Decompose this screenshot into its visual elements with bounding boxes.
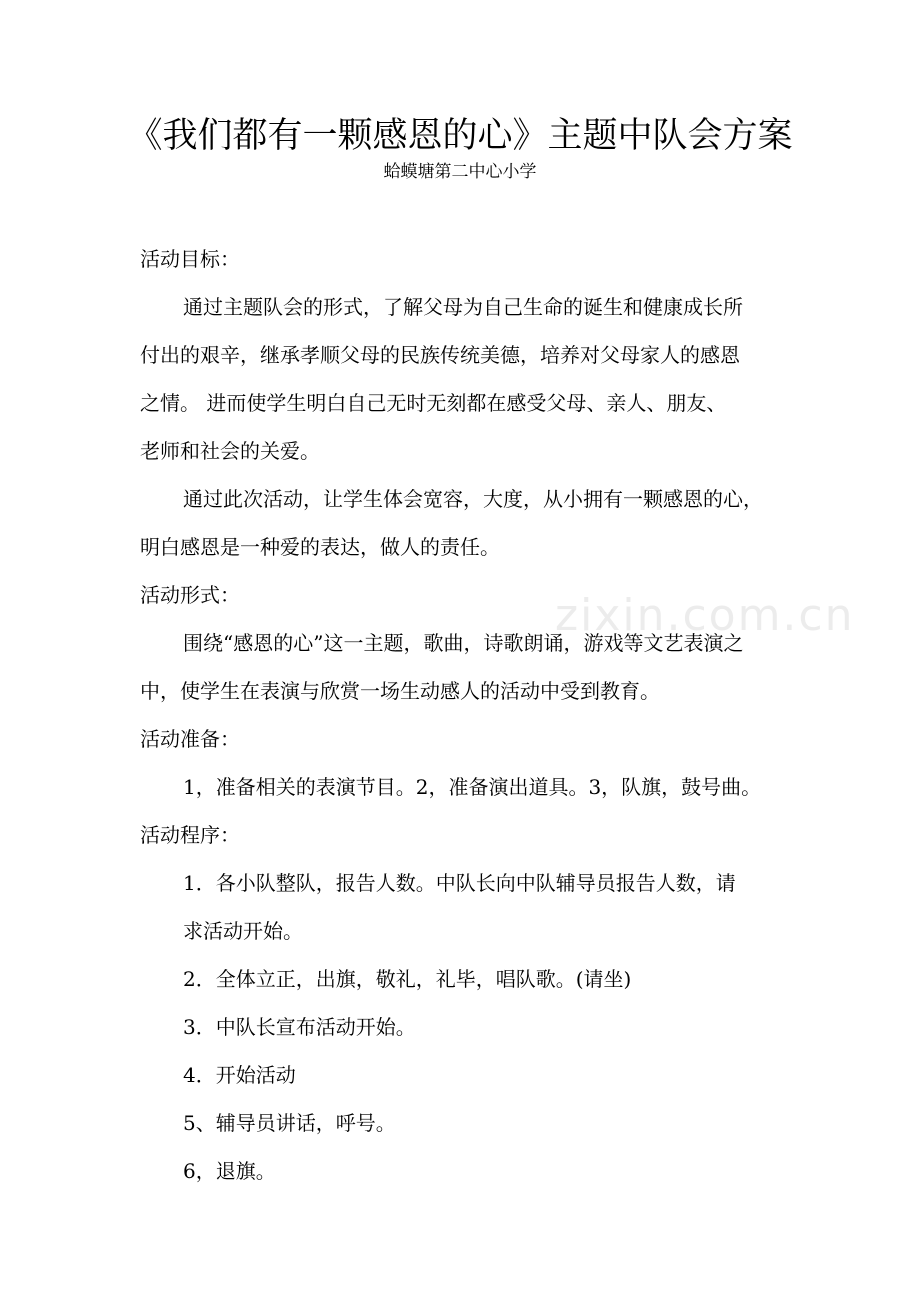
- list-item: 1．各小队整队，报告人数。中队长向中队辅导员报告人数，请: [183, 871, 736, 895]
- document-subtitle: 蛤蟆塘第二中心小学: [383, 162, 537, 182]
- paragraph-line: 付出的艰辛，继承孝顺父母的民族传统美德，培养对父母家人的感恩: [140, 343, 740, 367]
- paragraph-line: 1，准备相关的表演节目。2，准备演出道具。3，队旗，鼓号曲。: [183, 775, 762, 799]
- list-item: 4．开始活动: [183, 1063, 296, 1087]
- list-item-continuation: 求活动开始。: [183, 919, 303, 943]
- paragraph-line: 明白感恩是一种爱的表达，做人的责任。: [140, 535, 500, 559]
- paragraph-line: 中，使学生在表演与欣赏一场生动感人的活动中受到教育。: [140, 679, 660, 703]
- section-heading-goal: 活动目标：: [140, 247, 240, 271]
- paragraph-line: 围绕“感恩的心”这一主题，歌曲，诗歌朗诵，游戏等文艺表演之: [183, 631, 744, 655]
- section-heading-form: 活动形式：: [140, 583, 240, 607]
- document-title: 《我们都有一颗感恩的心》主题中队会方案: [127, 116, 793, 156]
- watermark: zixin.com.cn: [555, 590, 855, 641]
- paragraph-line: 通过主题队会的形式，了解父母为自己生命的诞生和健康成长所: [183, 295, 743, 319]
- list-item: 3．中队长宣布活动开始。: [183, 1015, 416, 1039]
- paragraph-line: 通过此次活动，让学生体会宽容，大度，从小拥有一颗感恩的心，: [183, 487, 763, 511]
- list-item: 6，退旗。: [183, 1159, 276, 1183]
- list-item: 5、辅导员讲话，呼号。: [183, 1111, 396, 1135]
- paragraph-line: 老师和社会的关爱。: [140, 439, 320, 463]
- section-heading-procedure: 活动程序：: [140, 823, 240, 847]
- list-item: 2．全体立正，出旗，敬礼，礼毕，唱队歌。(请坐): [183, 967, 632, 991]
- paragraph-line: 之情。 进而使学生明白自己无时无刻都在感受父母、亲人、朋友、: [140, 391, 727, 415]
- section-heading-preparation: 活动准备：: [140, 727, 240, 751]
